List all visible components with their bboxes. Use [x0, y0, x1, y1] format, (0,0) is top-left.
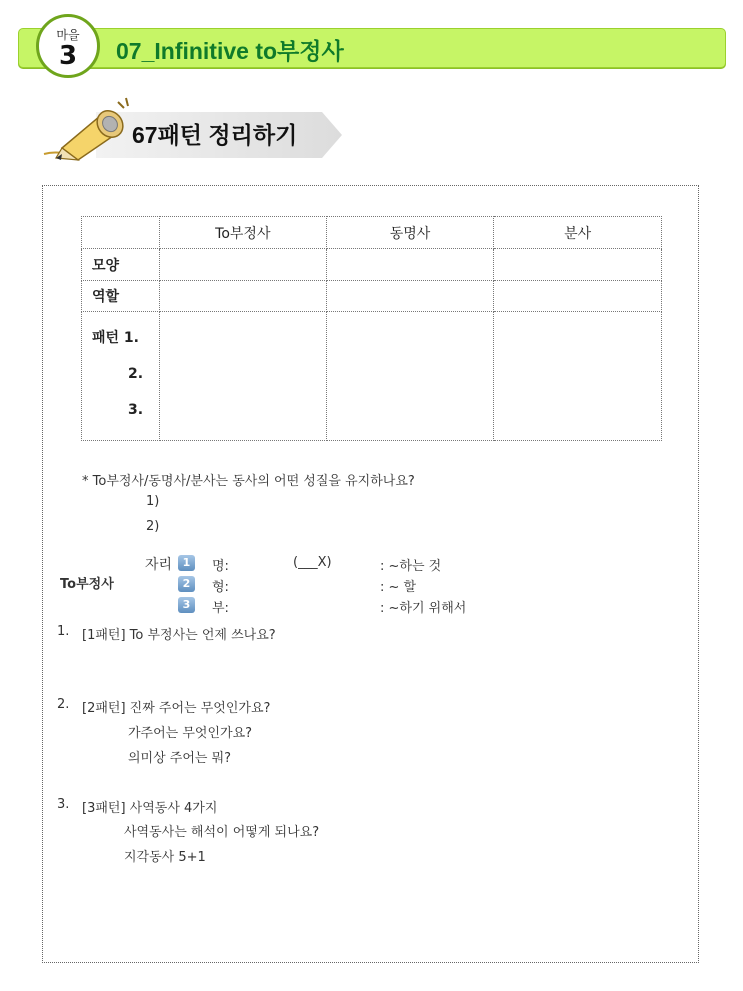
question-3-number: 3. — [57, 797, 70, 812]
question-2-sub-2: 의미상 주어는 뭐? — [128, 751, 232, 766]
column-header-to-infinitive: To부정사 — [159, 217, 326, 249]
table-cell[interactable] — [326, 249, 494, 281]
table-cell[interactable] — [494, 312, 662, 441]
table-cell[interactable] — [159, 312, 326, 441]
row-label-patterns — [82, 312, 160, 441]
answer-item-2: 2) — [146, 519, 160, 534]
question-3-text: [3패턴] 사역동사 4가지 — [82, 801, 218, 816]
pencil-icon — [40, 94, 140, 164]
summary-table — [81, 216, 662, 441]
number-box-1: 1 — [178, 555, 195, 571]
question-2-sub-1: 가주어는 무엇인가요? — [128, 726, 253, 741]
pattern-2-label: 2. — [128, 366, 144, 382]
row-label-role: 역할 — [82, 281, 160, 312]
badge-label: 마을 — [56, 28, 80, 42]
question-1-number: 1. — [57, 624, 70, 639]
table-row — [82, 281, 662, 312]
verb-property-question: * To부정사/동명사/분사는 동사의 어떤 성질을 유지하나요? — [82, 474, 415, 489]
question-1-text: [1패턴] To 부정사는 언제 쓰나요? — [82, 628, 276, 643]
table-cell[interactable] — [326, 312, 494, 441]
meaning-noun: : ~하는 것 — [380, 559, 442, 574]
question-2-text: [2패턴] 진짜 주어는 무엇인가요? — [82, 701, 271, 716]
table-row — [82, 249, 662, 281]
role-adjective: 형: — [212, 580, 229, 595]
question-3-sub-2: 지각동사 5+1 — [124, 850, 206, 865]
column-header-gerund: 동명사 — [326, 217, 494, 249]
village-badge — [36, 14, 100, 78]
table-cell[interactable] — [326, 281, 494, 312]
row-label-shape: 모양 — [82, 249, 160, 281]
answer-item-1: 1) — [146, 494, 160, 509]
badge-number: 3 — [58, 41, 78, 71]
number-box-3: 3 — [178, 597, 195, 613]
table-cell[interactable] — [159, 281, 326, 312]
meaning-adjective: : ~ 할 — [380, 580, 417, 595]
section-title: 67패턴 정리하기 — [132, 122, 298, 148]
column-header-participle: 분사 — [494, 217, 662, 249]
question-2-number: 2. — [57, 697, 70, 712]
role-adverb: 부: — [212, 601, 229, 616]
table-header-row — [82, 217, 662, 249]
table-corner-cell — [82, 217, 160, 249]
chapter-title: 07_Infinitive to부정사 — [116, 38, 344, 64]
question-3-sub-1: 사역동사는 해석이 어떻게 되나요? — [124, 825, 320, 840]
pattern-1-label: 패턴 1. — [92, 330, 139, 346]
table-cell[interactable] — [494, 281, 662, 312]
number-box-2: 2 — [178, 576, 195, 592]
role-noun: 명: — [212, 559, 229, 574]
table-cell[interactable] — [159, 249, 326, 281]
pattern-3-label: 3. — [128, 402, 144, 418]
noun-blank: (___X) — [293, 555, 332, 570]
position-label: 자리 — [145, 557, 173, 573]
table-row — [82, 312, 662, 441]
table-cell[interactable] — [494, 249, 662, 281]
meaning-adverb: : ~하기 위해서 — [380, 601, 467, 616]
to-infinitive-label: To부정사 — [60, 577, 114, 592]
